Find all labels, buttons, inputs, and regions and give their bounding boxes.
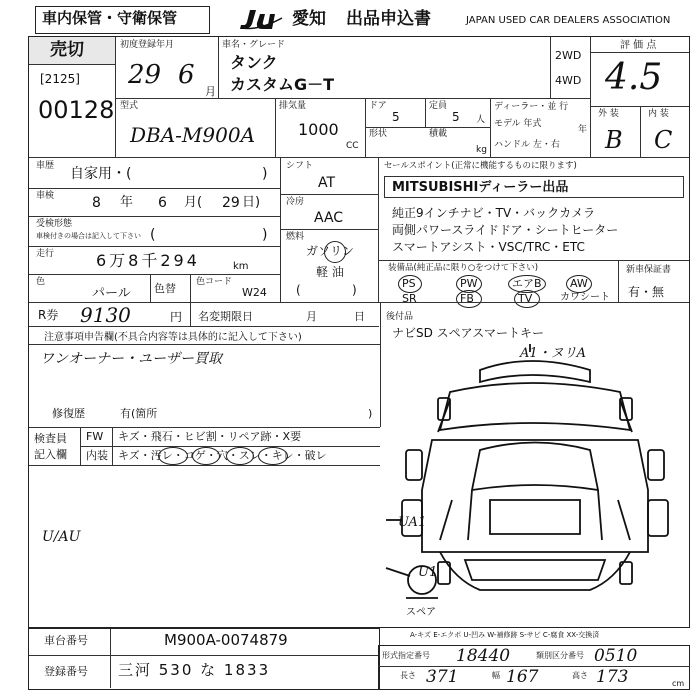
reg-month-unit: 月 xyxy=(205,85,216,98)
code-text: [2125] xyxy=(40,72,80,86)
sold-text: 売切 xyxy=(50,40,84,60)
damage-legend: A-キズ E-エクボ U-凹み W-補修跡 S-サビ C-腐食 XX-交換済 xyxy=(410,631,600,639)
warranty-label: 新車保証書 xyxy=(626,265,672,275)
after-text: ナビSD スペアスマートキー xyxy=(392,326,544,340)
dealer-label: ディーラー・並 行 xyxy=(494,102,569,112)
ac-value: AAC xyxy=(314,210,344,226)
history-close: ) xyxy=(262,166,268,182)
sales-line4: スマートアシスト・VSC/TRC・ETC xyxy=(392,240,585,254)
ju-logo xyxy=(238,8,288,30)
sales-line1: MITSUBISHIディーラー出品 xyxy=(392,180,569,195)
r-ticket-label: R券 xyxy=(38,308,59,322)
inspector-label1: 検査員 xyxy=(34,432,67,445)
shaken-month-unit: 月( xyxy=(184,195,203,210)
score-ext-label: 外 装 xyxy=(598,109,619,119)
model-year-label: モデル 年式 xyxy=(494,119,542,129)
equip-sr: SR xyxy=(402,292,417,305)
shape-label: 形状 xyxy=(369,129,388,139)
shaken-label: 車検 xyxy=(36,191,55,201)
doors: 5 xyxy=(392,110,400,124)
notes-label: 注意事項申告欄(不具合内容等は具体的に記入して下さい) xyxy=(44,332,302,343)
storage-text: 車内保管・守衛保管 xyxy=(42,9,178,27)
org-name: 愛知 xyxy=(292,9,326,29)
shift-label: シフト xyxy=(286,161,314,171)
disp-label: 排気量 xyxy=(279,101,307,111)
sales-line2: 純正9インチナビ・TV・バックカメラ xyxy=(392,206,596,220)
history-value: 自家用・( xyxy=(70,166,132,182)
sales-line3: 両側パワースライドドア・シートヒーター xyxy=(392,223,619,237)
designation-value: 18440 xyxy=(456,646,511,666)
shaken-year: 8 xyxy=(92,195,101,211)
height-value: 173 xyxy=(596,667,629,687)
receive-open: ( xyxy=(150,227,156,243)
cap-label: 定員 xyxy=(429,101,448,111)
model-code: DBA-M900A xyxy=(130,123,256,147)
r-ticket-unit: 円 xyxy=(170,310,183,324)
ac-label: 冷房 xyxy=(286,197,305,207)
int-items: キズ・汚レ・コゲ・穴・スレ・キレ・破レ xyxy=(118,449,327,462)
car-name-label: 車名・グレード xyxy=(222,40,286,50)
damage-a1: A1・ヌリA xyxy=(520,346,587,361)
color-value: パール xyxy=(92,286,131,301)
fuel-close: ) xyxy=(352,283,357,297)
equip-fb-circle xyxy=(456,290,482,308)
chassis-number: M900A-0074879 xyxy=(164,631,288,649)
equip-label: 装備品(純正品に限り○をつけて下さい) xyxy=(388,263,539,273)
fw-items: キズ・飛石・ヒビ割・リペア跡・X要 xyxy=(118,430,302,443)
color-code-label: 色コード xyxy=(196,277,233,287)
shaken-day: 29 xyxy=(222,195,240,211)
lot-number: 00128 xyxy=(38,96,115,124)
r-ticket-value: 9130 xyxy=(80,303,131,327)
color-code: W24 xyxy=(242,286,267,299)
equip-pw: PW xyxy=(460,277,478,290)
int-hole-circle xyxy=(226,447,254,465)
fuel-gas: ガソリン xyxy=(306,244,355,258)
score-exterior: B xyxy=(605,126,623,154)
displacement: 1000 xyxy=(298,120,339,139)
mileage-label: 走行 xyxy=(36,249,55,259)
warranty-value: 有・無 xyxy=(628,285,665,299)
after-label: 後付品 xyxy=(386,312,414,322)
score-total: 4.5 xyxy=(605,57,663,98)
handle-label: ハンドル 左・右 xyxy=(494,140,560,150)
damage-u1: U1 xyxy=(418,565,438,580)
equip-tv: TV xyxy=(518,292,533,305)
equip-ps: PS xyxy=(402,277,416,290)
sales-label: セールスポイント(正常に機能するものに限ります) xyxy=(384,161,577,171)
chassis-label: 車台番号 xyxy=(44,634,88,647)
score-label: 評 価 点 xyxy=(620,40,657,51)
cm-unit: cm xyxy=(672,679,685,688)
name-change-day: 日 xyxy=(354,310,365,323)
type-value: 0510 xyxy=(594,646,638,666)
car-grade: カスタムG－T xyxy=(230,75,335,94)
reg-month: 6 xyxy=(178,60,195,90)
plate-number: 三河 530 な 1833 xyxy=(118,661,271,679)
history-label: 車歴 xyxy=(36,161,55,171)
equip-aw: AW xyxy=(570,277,588,290)
width-label: 幅 xyxy=(492,671,500,680)
inspector-label2: 記入欄 xyxy=(34,448,67,461)
equip-tv-circle xyxy=(514,290,540,308)
fuel-gas-circle xyxy=(324,241,346,263)
shaken-year-unit: 年 xyxy=(120,195,134,210)
name-change-month: 月 xyxy=(306,310,317,323)
drive-4wd: 4WD xyxy=(555,74,582,87)
disp-unit: CC xyxy=(346,141,359,151)
mileage-value: 6万8千294 xyxy=(96,251,200,270)
left-damage-note: U/AU xyxy=(42,529,81,545)
equip-fb: FB xyxy=(460,292,474,305)
form-title: 出品申込書 xyxy=(346,9,431,29)
int-dirt-circle xyxy=(158,447,188,465)
shaken-day-unit: 日) xyxy=(242,195,261,210)
fuel-diesel: 軽 油 xyxy=(316,265,344,279)
model-label: 型式 xyxy=(120,101,139,111)
load-label: 積載 xyxy=(429,129,448,139)
score-interior: C xyxy=(654,126,673,154)
height-label: 高さ xyxy=(572,671,588,680)
fuel-label: 燃料 xyxy=(286,232,305,242)
fuel-open: ( xyxy=(296,283,301,297)
mileage-unit: km xyxy=(233,261,249,272)
receive-label: 受検形態 xyxy=(36,219,73,229)
receive-close: ) xyxy=(262,227,268,243)
fw-label: FW xyxy=(86,430,104,443)
equip-seat: カワシート xyxy=(560,292,610,303)
damage-ua1: UA1 xyxy=(398,515,427,530)
repair-close: ) xyxy=(368,407,373,420)
load-unit: kg xyxy=(476,145,487,155)
width-value: 167 xyxy=(506,667,539,687)
int-rub-circle xyxy=(258,447,288,465)
reg-label: 初度登録年月 xyxy=(120,40,175,50)
score-int-label: 内 装 xyxy=(648,109,669,119)
capacity: 5 xyxy=(452,110,460,124)
color-label: 色 xyxy=(36,277,46,287)
spare-label: スペア xyxy=(406,607,436,618)
plate-label: 登録番号 xyxy=(44,665,88,678)
bottom-frame xyxy=(28,628,380,690)
cap-unit: 人 xyxy=(476,115,486,125)
designation-label: 形式指定番号 xyxy=(382,651,430,660)
car-name: タンク xyxy=(230,53,278,72)
equip-airbag: エアB xyxy=(512,277,542,290)
form-title-en: JAPAN USED CAR DEALERS ASSOCIATION xyxy=(466,15,671,26)
door-label: ドア xyxy=(369,101,387,111)
reg-year: 29 xyxy=(128,60,162,90)
receive-note: 車検付きの場合は記入して下さい xyxy=(36,232,141,240)
repair-value: 有(箇所 xyxy=(120,407,158,420)
int-label: 内装 xyxy=(86,449,108,462)
car-diagram xyxy=(380,340,690,630)
drive-2wd: 2WD xyxy=(555,49,582,62)
length-value: 371 xyxy=(426,667,459,687)
shift-value: AT xyxy=(318,175,336,191)
model-year-unit: 年 xyxy=(578,125,588,135)
color-swap-label: 色替 xyxy=(154,282,176,295)
equip-aw-circle xyxy=(566,275,592,293)
shaken-month: 6 xyxy=(158,195,167,211)
int-burn-circle xyxy=(192,447,220,465)
name-change-label: 名変期限日 xyxy=(198,310,253,323)
length-label: 長さ xyxy=(400,671,416,680)
type-label: 類別区分番号 xyxy=(536,651,584,660)
notes-text: ワンオーナー・ユーザー買取 xyxy=(40,351,222,367)
equip-ps-circle xyxy=(398,275,422,293)
repair-label: 修復歴 xyxy=(52,407,85,420)
